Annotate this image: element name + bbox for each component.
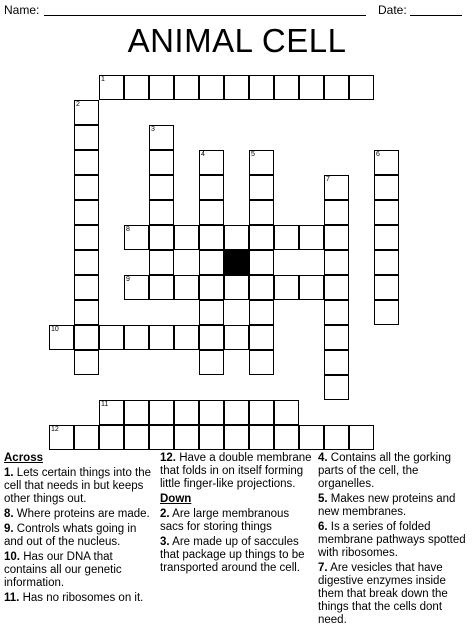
grid-cell[interactable]: [49, 425, 74, 450]
grid-cell[interactable]: [99, 400, 124, 425]
grid-cell[interactable]: [74, 425, 99, 450]
grid-cell[interactable]: [299, 425, 324, 450]
grid-cell[interactable]: [249, 300, 274, 325]
grid-cell[interactable]: [174, 400, 199, 425]
clue-item: 3. Are made up of saccules that package up things to be transported around the cell.: [160, 536, 305, 574]
grid-cell[interactable]: [249, 400, 274, 425]
grid-cell[interactable]: [374, 150, 399, 175]
black-square: [224, 250, 249, 275]
grid-cell[interactable]: [74, 325, 99, 350]
grid-cell[interactable]: [174, 275, 199, 300]
grid-cell[interactable]: [324, 75, 349, 100]
grid-cell[interactable]: [149, 400, 174, 425]
clue-number: 5: [251, 151, 255, 158]
grid-cell[interactable]: [374, 200, 399, 225]
clue-item: 10. Has our DNA that contains all our genetic information.: [4, 551, 122, 589]
clue-item: 9. Controls whats going in and out of the nucleus.: [4, 523, 137, 548]
date-label: Date:: [378, 3, 407, 17]
clue-number: 7: [326, 176, 330, 183]
name-label: Name:: [4, 3, 40, 17]
grid-cell[interactable]: [199, 225, 224, 250]
grid-cell[interactable]: [224, 325, 249, 350]
grid-cell[interactable]: [174, 425, 199, 450]
grid-cell[interactable]: [74, 150, 99, 175]
grid-cell[interactable]: [74, 125, 99, 150]
grid-cell[interactable]: [124, 275, 149, 300]
grid-cell[interactable]: [199, 425, 224, 450]
grid-cell[interactable]: [224, 75, 249, 100]
clue-item: 6. Is a series of folded membrane pathways spotted with ribosomes.: [318, 521, 466, 559]
grid-cell[interactable]: [299, 275, 324, 300]
grid-cell[interactable]: [249, 250, 274, 275]
grid-cell[interactable]: [324, 275, 349, 300]
grid-cell[interactable]: [149, 150, 174, 175]
grid-cell[interactable]: [324, 175, 349, 200]
grid-cell[interactable]: [249, 225, 274, 250]
grid-cell[interactable]: [99, 425, 124, 450]
clue-number: 9: [126, 276, 130, 283]
clue-item: 8. Where proteins are made.: [4, 508, 150, 520]
grid-cell[interactable]: [74, 100, 99, 125]
grid-cell[interactable]: [149, 75, 174, 100]
grid-cell[interactable]: [149, 200, 174, 225]
grid-cell[interactable]: [74, 275, 99, 300]
clue-item: 11. Has no ribosomes on it.: [4, 592, 144, 604]
grid-cell[interactable]: [299, 225, 324, 250]
grid-cell[interactable]: [374, 175, 399, 200]
clue-number: 8: [126, 226, 130, 233]
grid-cell[interactable]: [124, 425, 149, 450]
clue-item: 1. Lets certain things into the cell that needs in but keeps other things out.: [4, 467, 152, 505]
grid-cell[interactable]: [149, 425, 174, 450]
across-clues: [4, 452, 154, 607]
grid-cell[interactable]: [249, 200, 274, 225]
grid-cell[interactable]: [99, 325, 124, 350]
grid-cell[interactable]: [324, 225, 349, 250]
grid-cell[interactable]: [149, 275, 174, 300]
grid-cell[interactable]: [199, 300, 224, 325]
grid-cell[interactable]: [324, 250, 349, 275]
grid-cell[interactable]: [224, 425, 249, 450]
grid-cell[interactable]: [249, 325, 274, 350]
grid-cell[interactable]: [124, 400, 149, 425]
grid-cell[interactable]: [199, 275, 224, 300]
clue-number: 11: [101, 401, 109, 408]
clue-item: 7. Are vesicles that have digestive enzymes inside them that break down the things that the cells dont need.: [318, 562, 448, 626]
grid-cell[interactable]: [249, 150, 274, 175]
grid-cell[interactable]: [224, 400, 249, 425]
clue-item: 5. Makes new proteins and new membranes.: [318, 493, 456, 518]
across-heading: Across: [4, 452, 43, 464]
grid-cell[interactable]: [249, 175, 274, 200]
grid-cell[interactable]: [274, 400, 299, 425]
grid-cell[interactable]: [324, 300, 349, 325]
grid-cell[interactable]: [74, 175, 99, 200]
grid-cell[interactable]: [324, 425, 349, 450]
grid-cell[interactable]: [224, 225, 249, 250]
grid-cell[interactable]: [324, 325, 349, 350]
clue-item: 12. Have a double membrane that folds in on itself forming little finger-like projections.: [160, 452, 312, 490]
grid-cell[interactable]: [374, 300, 399, 325]
grid-cell[interactable]: [274, 75, 299, 100]
clue-number: 10: [51, 326, 59, 333]
clue-number: 4: [201, 151, 205, 158]
clue-item: 2. Are large membranous sacs for storing things: [160, 508, 290, 533]
grid-cell[interactable]: [324, 375, 349, 400]
clue-number: 12: [51, 426, 59, 433]
clue-number: 6: [376, 151, 380, 158]
grid-cell[interactable]: [149, 250, 174, 275]
grid-cell[interactable]: [199, 150, 224, 175]
grid-cell[interactable]: [124, 325, 149, 350]
grid-cell[interactable]: [249, 425, 274, 450]
grid-cell[interactable]: [349, 75, 374, 100]
grid-cell[interactable]: [149, 325, 174, 350]
grid-cell[interactable]: [149, 225, 174, 250]
grid-cell[interactable]: [99, 75, 124, 100]
grid-cell[interactable]: [274, 225, 299, 250]
grid-cell[interactable]: [274, 275, 299, 300]
clue-number: 1: [101, 76, 105, 83]
grid-cell[interactable]: [199, 350, 224, 375]
grid-cell[interactable]: [224, 275, 249, 300]
grid-cell[interactable]: [199, 75, 224, 100]
grid-cell[interactable]: [74, 300, 99, 325]
page-title: ANIMAL CELL: [127, 22, 347, 59]
grid-cell[interactable]: [374, 250, 399, 275]
grid-cell[interactable]: [74, 350, 99, 375]
down-clues: [318, 452, 470, 629]
clue-number: 3: [151, 126, 155, 133]
grid-cell[interactable]: [249, 350, 274, 375]
grid-cell[interactable]: [74, 200, 99, 225]
grid-cell[interactable]: [174, 225, 199, 250]
grid-cell[interactable]: [324, 350, 349, 375]
grid-cell[interactable]: [274, 425, 299, 450]
grid-cell[interactable]: [199, 400, 224, 425]
grid-cell[interactable]: [374, 225, 399, 250]
grid-cell[interactable]: [199, 250, 224, 275]
grid-cell[interactable]: [149, 125, 174, 150]
grid-cell[interactable]: [199, 325, 224, 350]
clue-number: 2: [76, 101, 80, 108]
grid-cell[interactable]: [349, 425, 374, 450]
middle-clues: [160, 452, 312, 577]
grid-cell[interactable]: [174, 325, 199, 350]
grid-cell[interactable]: [74, 225, 99, 250]
grid-cell[interactable]: [199, 200, 224, 225]
clue-item: 4. Contains all the gorking parts of the cell, the organelles.: [318, 452, 451, 490]
grid-cell[interactable]: [49, 325, 74, 350]
grid-cell[interactable]: [299, 75, 324, 100]
grid-cell[interactable]: [124, 75, 149, 100]
grid-cell[interactable]: [149, 175, 174, 200]
grid-cell[interactable]: [374, 275, 399, 300]
grid-cell[interactable]: [249, 275, 274, 300]
grid-cell[interactable]: [174, 75, 199, 100]
grid-cell[interactable]: [324, 200, 349, 225]
grid-cell[interactable]: [249, 75, 274, 100]
grid-cell[interactable]: [124, 225, 149, 250]
down-heading: Down: [160, 493, 192, 505]
grid-cell[interactable]: [199, 175, 224, 200]
grid-cell[interactable]: [74, 250, 99, 275]
